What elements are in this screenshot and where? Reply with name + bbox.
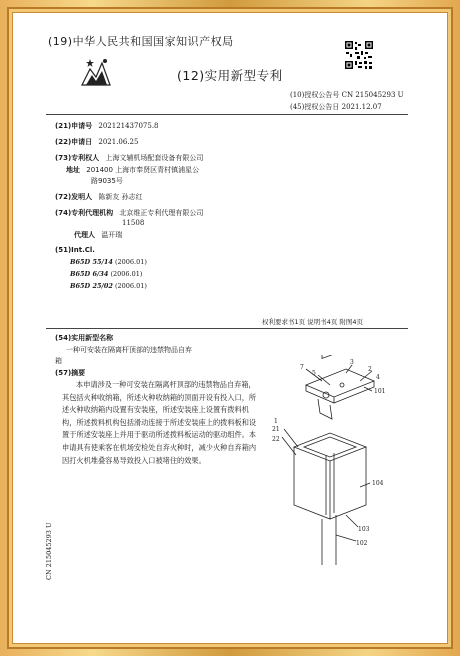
agency: 北京维正专利代理有限公司: [119, 209, 204, 217]
figure-label-4: 4: [376, 374, 380, 381]
patentee-label: (73)专利权人: [55, 154, 100, 162]
figure-label-102: 102: [356, 540, 368, 547]
agency-code: 11508: [122, 219, 145, 227]
address-line-1: 201400 上海市奉贤区青村镇浦星公: [86, 166, 200, 174]
cnipa-emblem-icon: [78, 55, 114, 91]
grant-number-label: (10)授权公告号: [290, 91, 340, 99]
figure-label-7: 7: [300, 364, 304, 371]
ipc-code: B65D 25/02: [70, 282, 113, 290]
ipc-heading: (51)Int.Cl.: [55, 246, 95, 254]
grant-date-label: (45)授权公告日: [290, 103, 340, 111]
grant-number: CN 215045293 U: [341, 91, 404, 99]
patent-drawing: [260, 355, 388, 565]
application-date: 2021.06.25: [98, 138, 139, 146]
ipc-code: B65D 6/34: [70, 270, 109, 278]
address-line-2: 路9035号: [91, 177, 123, 185]
ipc-version: (2006.01): [110, 270, 143, 278]
application-date-label: (22)申请日: [55, 138, 93, 146]
section-divider: [46, 328, 408, 329]
address-label: 地址: [66, 166, 80, 174]
grant-number-row: [290, 90, 404, 100]
patentee-row: [55, 153, 203, 163]
figure-label-3: 3: [350, 359, 354, 366]
grant-date: 2021.12.07: [341, 103, 382, 111]
figure-label-5: 5: [312, 370, 316, 377]
ipc-code: B65D 55/14: [70, 258, 113, 266]
qr-code-icon: [344, 40, 374, 70]
figure-label-101: 101: [374, 388, 386, 395]
abstract-label: [55, 368, 85, 378]
grant-date-row: [290, 102, 382, 112]
figure-label-22: 22: [272, 436, 280, 443]
ipc-entry: [70, 282, 147, 290]
agent: 温开瑞: [101, 231, 123, 239]
figure-label-2: 2: [368, 366, 372, 373]
ipc-version: (2006.01): [114, 282, 147, 290]
side-publication-number: CN 215045293 U: [45, 522, 53, 580]
application-number-label: (21)申请号: [55, 122, 93, 130]
utility-model-title-label: [55, 333, 113, 343]
office-name: (19)中华人民共和国国家知识产权局: [48, 35, 234, 48]
inventors-label: (72)发明人: [55, 193, 93, 201]
utility-model-title-line-2: 箱: [55, 357, 62, 365]
inventors-row: [55, 192, 143, 202]
header-divider: [46, 114, 408, 115]
ipc-label: [55, 246, 95, 254]
utility-model-title-line-1: 一种可安装在隔离杆顶部的违禁物品自弃: [66, 346, 192, 354]
abstract-text: 本申请涉及一种可安装在隔离杆顶部的违禁物品自弃箱，其包括火种收纳箱，所述火种收纳箱的顶面开设有投入口，所述火种收纳箱内设置有安装座，所述安装座上设置有拨料机构，所述拨料机构包括滑动连接于所述安装座上的拨料板和设置于所述安装座上并用于驱动所述拨料板运动的驱动组件。本申请具有使乘客在机场安检处自弃火种时，减少火种自弃箱内因打火机堆叠容易导致投入口被堵住的效果。: [62, 380, 257, 465]
agent-row: [74, 230, 122, 240]
inventors: 陈新友 孙志红: [98, 193, 143, 201]
figure-label-21: 21: [272, 426, 280, 433]
application-date-row: [55, 137, 138, 147]
figure-label-104: 104: [372, 480, 384, 487]
figure-label-1: 1: [274, 418, 278, 425]
document-type: (12)实用新型专利: [177, 68, 283, 83]
agency-row: [55, 208, 203, 218]
application-number-row: [55, 121, 159, 131]
ipc-version: (2006.01): [114, 258, 147, 266]
agent-label: 代理人: [74, 231, 95, 239]
agency-label: (74)专利代理机构: [55, 209, 114, 217]
address-row: [66, 165, 199, 175]
abstract-heading: (57)摘要: [55, 369, 86, 377]
patentee: 上海文辅机场配套设备有限公司: [105, 154, 204, 162]
figure-label-103: 103: [358, 526, 370, 533]
ipc-entry: [70, 258, 147, 266]
title-heading: (54)实用新型名称: [55, 334, 114, 342]
application-number: 202121437075.8: [98, 122, 159, 130]
page-count-info: 权利要求书1页 说明书4页 附图4页: [262, 318, 364, 326]
ipc-entry: [70, 270, 142, 278]
